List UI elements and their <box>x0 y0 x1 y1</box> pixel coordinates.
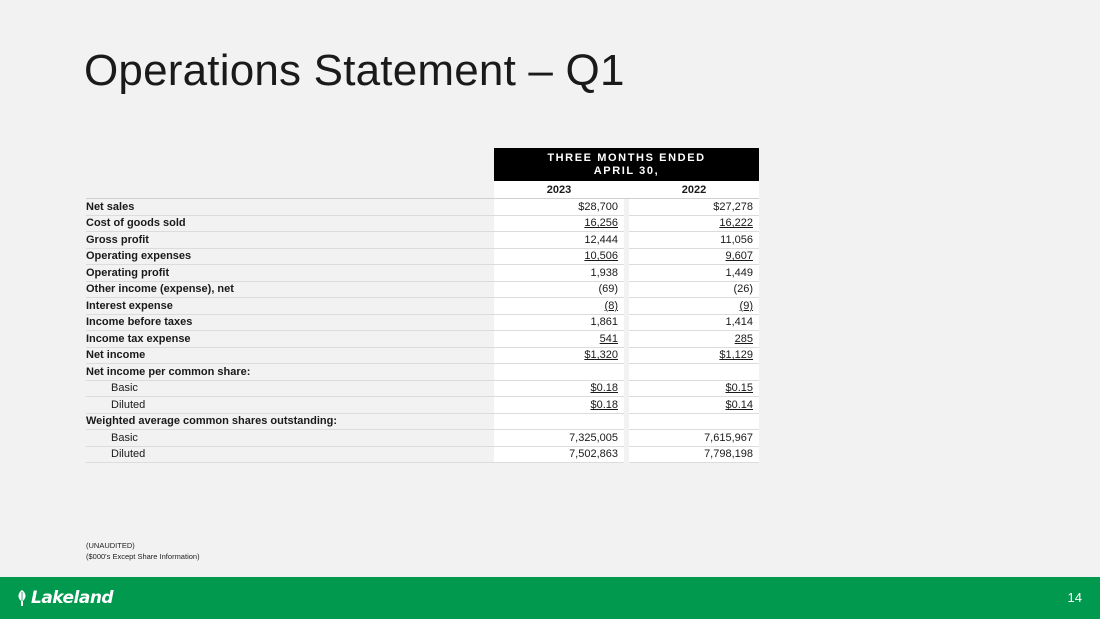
value-2022: (26) <box>629 282 759 299</box>
value-2022: 1,414 <box>629 315 759 332</box>
table-row-shares-diluted <box>86 447 759 464</box>
row-label: Diluted <box>86 397 494 414</box>
value-2023: 7,502,863 <box>494 447 624 464</box>
table-row-interest-expense <box>86 298 759 315</box>
value-2023: 16,256 <box>584 217 618 230</box>
value-2022: (9) <box>739 299 753 312</box>
period-header-line2: APRIL 30, <box>593 164 660 177</box>
value-2023: $28,700 <box>494 199 624 216</box>
table-row-net-sales <box>86 199 759 216</box>
value-2022: 7,615,967 <box>629 430 759 447</box>
value-2022: $1,129 <box>719 349 753 362</box>
row-label: Cost of goods sold <box>86 216 494 233</box>
value-2022: 1,449 <box>629 265 759 282</box>
value-2023: $1,320 <box>584 349 618 362</box>
value-2023: $0.18 <box>590 382 618 395</box>
units-note: ($000's Except Share Information) <box>86 552 200 561</box>
row-label: Weighted average common shares outstanding: <box>86 414 494 431</box>
page-title: Operations Statement – Q1 <box>84 46 625 95</box>
unaudited-note: (UNAUDITED) <box>86 541 135 550</box>
value-2022: 16,222 <box>719 217 753 230</box>
table-row-operating-profit <box>86 265 759 282</box>
operations-statement-table <box>86 148 759 463</box>
row-label: Gross profit <box>86 232 494 249</box>
row-label: Operating expenses <box>86 249 494 266</box>
value-2022: 9,607 <box>725 250 753 263</box>
lakeland-logo <box>16 588 113 608</box>
row-label: Basic <box>86 381 494 398</box>
value-2022: $27,278 <box>629 199 759 216</box>
value-2022: 11,056 <box>629 232 759 249</box>
value-2022: $0.15 <box>725 382 753 395</box>
table-row-gross-profit <box>86 232 759 249</box>
value-2023: (8) <box>604 299 618 312</box>
row-label: Diluted <box>86 447 494 464</box>
table-row-income-tax <box>86 331 759 348</box>
value-2023: 1,938 <box>494 265 624 282</box>
row-label: Income tax expense <box>86 331 494 348</box>
table-row-shares-heading <box>86 414 759 431</box>
table-row-eps-basic <box>86 381 759 398</box>
value-2023: 12,444 <box>494 232 624 249</box>
value-2022: 285 <box>734 332 753 345</box>
value-2023: 541 <box>599 332 618 345</box>
year-header-row <box>86 181 759 199</box>
value-2023: $0.18 <box>590 398 618 411</box>
row-label: Net income per common share: <box>86 364 494 381</box>
table-row-cogs <box>86 216 759 233</box>
period-header-line1: THREE MONTHS ENDED <box>547 151 706 164</box>
year-2023-header: 2023 <box>494 181 624 199</box>
footnotes <box>86 540 200 562</box>
value-2023: (69) <box>494 282 624 299</box>
leaf-icon <box>16 590 28 606</box>
page-number: 14 <box>1067 590 1082 605</box>
table-row-operating-expenses <box>86 249 759 266</box>
value-2022: 7,798,198 <box>629 447 759 464</box>
table-row-eps-heading <box>86 364 759 381</box>
period-header <box>494 148 759 181</box>
value-2023: 7,325,005 <box>494 430 624 447</box>
row-label: Operating profit <box>86 265 494 282</box>
logo-text: Lakeland <box>31 588 114 608</box>
table-row-other-income <box>86 282 759 299</box>
row-label: Net income <box>86 348 494 365</box>
row-label: Interest expense <box>86 298 494 315</box>
value-2023: 10,506 <box>584 250 618 263</box>
table-row-shares-basic <box>86 430 759 447</box>
value-2022: $0.14 <box>725 398 753 411</box>
table-row-net-income <box>86 348 759 365</box>
table-header-row <box>86 148 759 181</box>
value-2023: 1,861 <box>494 315 624 332</box>
table-row-eps-diluted <box>86 397 759 414</box>
table-row-income-before-taxes <box>86 315 759 332</box>
row-label: Basic <box>86 430 494 447</box>
row-label: Net sales <box>86 199 494 216</box>
footer-bar <box>0 577 1100 619</box>
row-label: Income before taxes <box>86 315 494 332</box>
year-2022-header: 2022 <box>629 181 759 199</box>
row-label: Other income (expense), net <box>86 282 494 299</box>
